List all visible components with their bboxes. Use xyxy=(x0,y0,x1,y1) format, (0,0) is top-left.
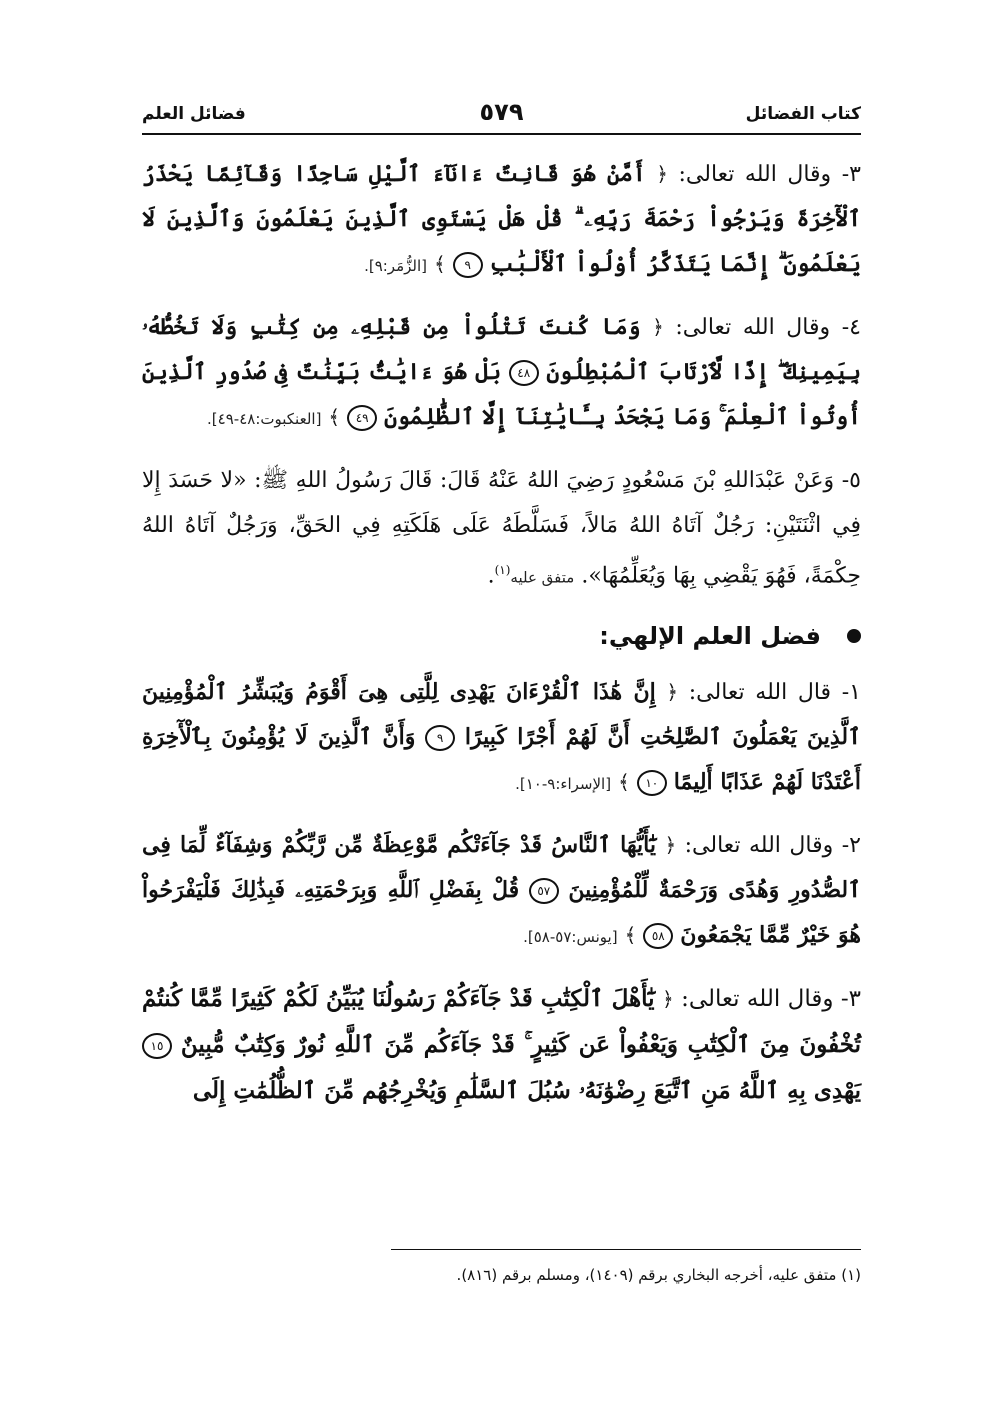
item-number: ٣- xyxy=(841,162,861,187)
page-body xyxy=(142,152,861,1130)
quran-verse-text: بَلْ هُوَ ءَايَٰتٌۢ بَيِّنَٰتٌ فِى صُدُورِ ٱلَّذِينَ أُوتُواْ ٱلْعِلْمَ ۚ وَمَا يَجْحَدُ بِـَٔايَٰتِنَآ إِلَّا ٱلظَّٰلِمُونَ xyxy=(142,359,861,430)
verse-citation: [العنكبوت:٤٨-٤٩]. xyxy=(207,410,322,428)
verse-citation: [الزُّمَر:٩]. xyxy=(364,257,427,275)
item-intro: قال الله تعالى: xyxy=(688,680,832,706)
section-heading-text: فضل العلم الإلهي: xyxy=(599,622,821,651)
close-ornamental-bracket: ﴾ xyxy=(433,252,446,276)
item-number: ١- xyxy=(841,680,861,706)
item-number: ٤- xyxy=(841,315,861,340)
ayah-number-marker: ١٠ xyxy=(637,770,667,796)
ayah-number-marker: ١٥ xyxy=(142,1033,172,1059)
paragraph-item-3-zumar xyxy=(142,152,861,289)
item-intro: وقال الله تعالى: xyxy=(684,833,834,859)
verse-citation: [يونس:٥٧-٥٨]. xyxy=(523,928,618,947)
item-number: ٣- xyxy=(840,986,862,1013)
quran-verse-text: يَهْدِى بِهِ ٱللَّهُ مَنِ ٱتَّبَعَ رِضْوَٰنَهُۥ سُبُلَ ٱلسَّلَٰمِ وَيُخْرِجُهُم مِّنَ ٱلظُّلُمَٰتِ إِلَى xyxy=(192,1077,861,1105)
paragraph-item-5-hadith: ٥- وَعَنْ عَبْدَاللهِ بْنَ مَسْعُودٍ رَضِيَ اللهُ عَنْهُ قَالَ: قَالَ رَسُولُ اللهِ ﷺ: «لا حَسَدَ إِلا فِي اثْنَتَيْنِ: رَجُلٌ آتَاهُ اللهُ مَالاً، فَسَلَّطَهُ عَلَى هَلَكَتِهِ فِي الحَقِّ، وَرَجُلٌ آتَاهُ اللهُ حِكْمَةً، فَهُوَ يَقْضِي بِهَا وَيُعَلِّمُهَا». متفق عليه$^{(١)}$. xyxy=(142,468,861,589)
footnote-reference: (١) xyxy=(494,563,511,577)
footnote: (١) متفق عليه، أخرجه البخاري برقم (١٤٠٩)، ومسلم برقم (٨١٦). xyxy=(456,1266,861,1284)
footnote-divider xyxy=(391,1249,861,1250)
item-number: ٥- xyxy=(841,468,861,493)
page-number: ٥٧٩ xyxy=(479,98,524,126)
hadith-grading: متفق عليه xyxy=(510,568,575,587)
open-ornamental-bracket: ﴿ xyxy=(661,987,674,1012)
hadith-text: وَعَنْ عَبْدَاللهِ بْنَ مَسْعُودٍ رَضِيَ اللهُ عَنْهُ قَالَ: قَالَ رَسُولُ اللهِ ﷺ: «لا حَسَدَ إِلا فِي اثْنَتَيْنِ: رَجُلٌ آتَاهُ اللهُ مَالاً، فَسَلَّطَهُ عَلَى هَلَكَتِهِ فِي الحَقِّ، وَرَجُلٌ آتَاهُ اللهُ حِكْمَةً، فَهُوَ يَقْضِي بِهَا وَيُعَلِّمُهَا». xyxy=(142,468,861,589)
paragraph-item-1-isra xyxy=(142,670,861,807)
ayah-number-marker: ٥٨ xyxy=(643,923,673,949)
quran-verse-text: أَمَّنْ هُوَ قَانِتٌ ءَانَآءَ ٱلَّيْلِ سَاجِدًا وَقَآئِمًا يَحْذَرُ ٱلْأٓخِرَةَ وَيَرْجُواْ رَحْمَةَ رَبِّهِۦ ۗ قُلْ هَلْ يَسْتَوِى ٱلَّذِينَ يَعْلَمُونَ وَٱلَّذِينَ لَا يَعْلَمُونَ ۗ إِنَّمَا يَتَذَكَّرُ أُوْلُواْ ٱلْأَلْبَٰبِ xyxy=(142,161,861,277)
ayah-number-marker: ٥٧ xyxy=(529,878,559,904)
ayah-number-marker: ٩ xyxy=(425,725,455,751)
section-heading xyxy=(142,616,861,656)
book-title: كتاب الفضائل xyxy=(745,104,861,124)
running-header xyxy=(142,100,861,130)
item-intro: وقال الله تعالى: xyxy=(675,315,831,340)
item-intro: وقال الله تعالى: xyxy=(678,162,832,187)
quran-verse-text: قُلْ بِفَضْلِ ٱللَّهِ وَبِرَحْمَتِهِۦ فَبِذَٰلِكَ فَلْيَفْرَحُواْ هُوَ خَيْرٌ مِّمَّا يَجْمَعُونَ xyxy=(142,877,861,949)
quran-verse-text: يَٰٓأَهْلَ ٱلْكِتَٰبِ قَدْ جَآءَكُمْ رَسُولُنَا يُبَيِّنُ لَكُمْ كَثِيرًا مِّمَّا كُنتُمْ تُخْفُونَ مِنَ ٱلْكِتَٰبِ وَيَعْفُواْ عَن كَثِيرٍ ۚ قَدْ جَآءَكُم مِّنَ ٱللَّهِ نُورٌ وَكِتَٰبٌ مُّبِينٌ xyxy=(142,985,861,1059)
item-number: ٢- xyxy=(841,833,861,859)
close-ornamental-bracket: ﴾ xyxy=(624,923,637,948)
close-ornamental-bracket: ﴾ xyxy=(618,770,630,795)
bullet-icon xyxy=(847,629,861,643)
ayah-number-marker: ٩ xyxy=(453,252,483,278)
quran-verse-text: يَٰٓأَيُّهَا ٱلنَّاسُ قَدْ جَآءَتْكُم مَّوْعِظَةٌ مِّن رَّبِّكُمْ وَشِفَآءٌ لِّمَا فِى ٱلصُّدُورِ وَهُدًى وَرَحْمَةٌ لِّلْمُؤْمِنِينَ xyxy=(142,832,861,904)
ayah-number-marker: ٤٨ xyxy=(509,360,539,386)
ayah-number-marker: ٤٩ xyxy=(347,405,377,431)
close-ornamental-bracket: ﴾ xyxy=(328,405,341,429)
open-ornamental-bracket: ﴿ xyxy=(664,833,677,858)
open-ornamental-bracket: ﴿ xyxy=(652,315,664,339)
paragraph-item-4-ankabut xyxy=(142,305,861,442)
chapter-title: فضائل العلم xyxy=(142,104,246,124)
quran-verse-text: وَمَا كُنتَ تَتْلُواْ مِن قَبْلِهِۦ مِن كِتَٰبٍ وَلَا تَخُطُّهُۥ بِيَمِينِكَ ۖ إِذًا لَّٱرْتَابَ ٱلْمُبْطِلُونَ xyxy=(142,314,861,385)
quran-verse-text: وَأَنَّ ٱلَّذِينَ لَا يُؤْمِنُونَ بِٱلْأٓخِرَةِ أَعْتَدْنَا لَهُمْ عَذَابًا أَلِيمًا xyxy=(142,724,861,796)
verse-citation: [الإسراء:٩-١٠]. xyxy=(515,775,612,794)
paragraph-item-3-maidah xyxy=(142,976,861,1114)
paragraph-item-2-yunus xyxy=(142,823,861,960)
item-intro: وقال الله تعالى: xyxy=(681,986,834,1013)
open-ornamental-bracket: ﴿ xyxy=(656,162,668,186)
open-ornamental-bracket: ﴿ xyxy=(666,680,679,705)
header-divider xyxy=(142,133,861,135)
quran-verse-text: إِنَّ هَٰذَا ٱلْقُرْءَانَ يَهْدِى لِلَّتِى هِىَ أَقْوَمُ وَيُبَشِّرُ ٱلْمُؤْمِنِينَ ٱلَّذِينَ يَعْمَلُونَ ٱلصَّٰلِحَٰتِ أَنَّ لَهُمْ أَجْرًا كَبِيرًا xyxy=(142,679,861,751)
